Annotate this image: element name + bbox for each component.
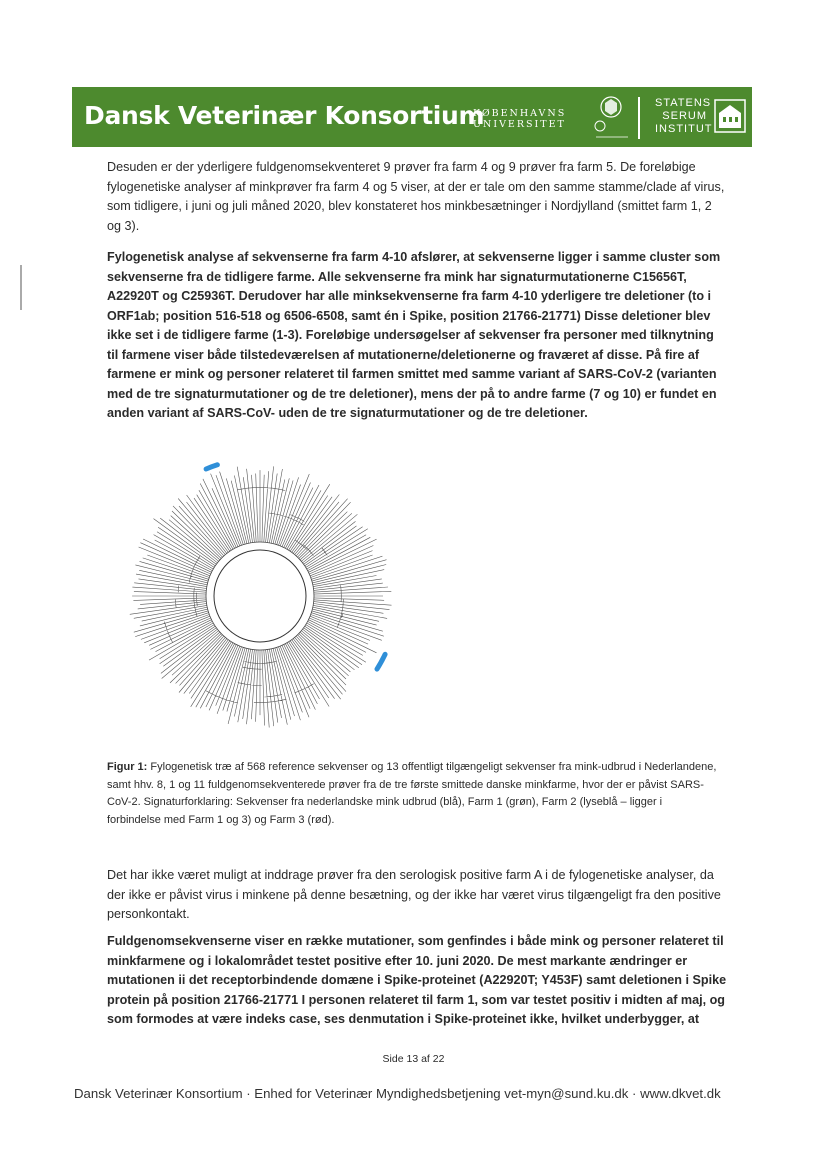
page-number: Side 13 af 22 <box>382 1053 445 1065</box>
paragraph-serology: Det har ikke været muligt at inddrage prøver fra den serologisk positive farm A i de fylogenetiske analyser, da der ikke er påvist virus i minkene på denne besætning, og der ikke har været virus tilgængeligt fra den positive personkontakt. <box>107 868 721 921</box>
figure-caption-text: Fylogenetisk træ af 568 reference sekvenser og 13 offentligt tilgængeligt sekvenser fra mink-udbrud i Nederlandene, samt hhv. 8, 1 og 11 fuldgenomsekventerede prøver fra de tre første smittede danske minkfarme, hvor der er påvist SARS-CoV-2. Signaturforklaring: Sekvenser fra nederlandske mink udbrud (blå), Farm 1 (grøn), Farm 2 (lyseblå – ligger i forbindelse med Farm 1 og 3) og Farm 3 (rød). <box>107 761 717 826</box>
netherlands-sequences-marker <box>377 654 385 669</box>
footer-contact: Dansk Veterinær Konsortium · Enhed for Veterinær Myndighedsbetjening vet-myn@sund.ku.dk · www.dkvet.dk <box>74 1086 721 1101</box>
scan-margin-mark <box>20 265 22 310</box>
ku-seal-icon <box>592 93 630 141</box>
ssi-logo-text: STATENS SERUM INSTITUT <box>655 97 713 135</box>
paragraph-intro: Desuden er der yderligere fuldgenomsekventeret 9 prøver fra farm 4 og 9 prøver fra farm 5. De foreløbige fylogenetiske analyser af minkprøver fra farm 4 og 5 viser, at der er tale om den samme stamme/clade af virus, som tidligere, i juni og juli måned 2020, blev konstateret hos minkbesætninger i Nordjylland (smittet farm 1, 2 og 3). <box>107 160 725 233</box>
header-banner <box>72 87 752 147</box>
figure-caption <box>107 759 717 829</box>
ku-logo-text: KØBENHAVNS UNIVERSITET <box>473 108 567 130</box>
consortium-title: Dansk Veterinær Konsortium <box>84 101 485 130</box>
paragraph-mutations: Fuldgenomsekvenserne viser en række mutationer, som genfindes i både mink og personer relateret til minkfarmene og i lokalområdet testet positive efter 10. juni 2020. De mest markante ændringer er mutationen ii det receptorbindende domæne i Spike-proteinet (A22920T; Y453F) samt deletionen i Spike protein på position 21766-21771 I personen relateret til farm 1, som var testet positiv i midten af maj, og som formodes at være indeks case, ses denmutation i Spike-proteinet ikke, hvilket underbygger, at <box>107 934 727 1026</box>
tree-branches <box>130 466 392 727</box>
ssi-building-icon <box>714 99 746 133</box>
logo-divider <box>638 97 640 139</box>
paragraph-analysis: Fylogenetisk analyse af sekvenserne fra farm 4-10 afslører, at sekvenserne ligger i samme cluster som sekvenserne fra de tidligere farme. Alle sekvenserne fra mink har signaturmutationerne C15656T, A22920T og C25936T. Derudover har alle minksekvenserne fra farm 4-10 yderligere tre deletioner (to i ORF1ab; position 516-518 og 6506-6508, samt én i Spike, position 21766-21771) Disse deletioner blev ikke set i de tidligere farme (1-3). Foreløbige undersøgelser af sekvenser fra personer med tilknytning til farmene viser både tilstedeværelsen af mutationerne/deletionerne og fraværet af disse. På fire af farmene er mink og personer relateret til farmen smittet med samme variant af SARS-CoV-2 (varianten med de tre signaturmutationer og de tre deletioner), mens der på to andre farme (7 og 10) er fundet en anden variant af SARS-CoV- uden de tre signaturmutationer og de tre deletioner. <box>107 250 721 420</box>
figure-label: Figur 1: <box>107 761 148 773</box>
netherlands-sequences-marker <box>206 465 217 469</box>
phylogenetic-tree-figure <box>125 448 395 728</box>
